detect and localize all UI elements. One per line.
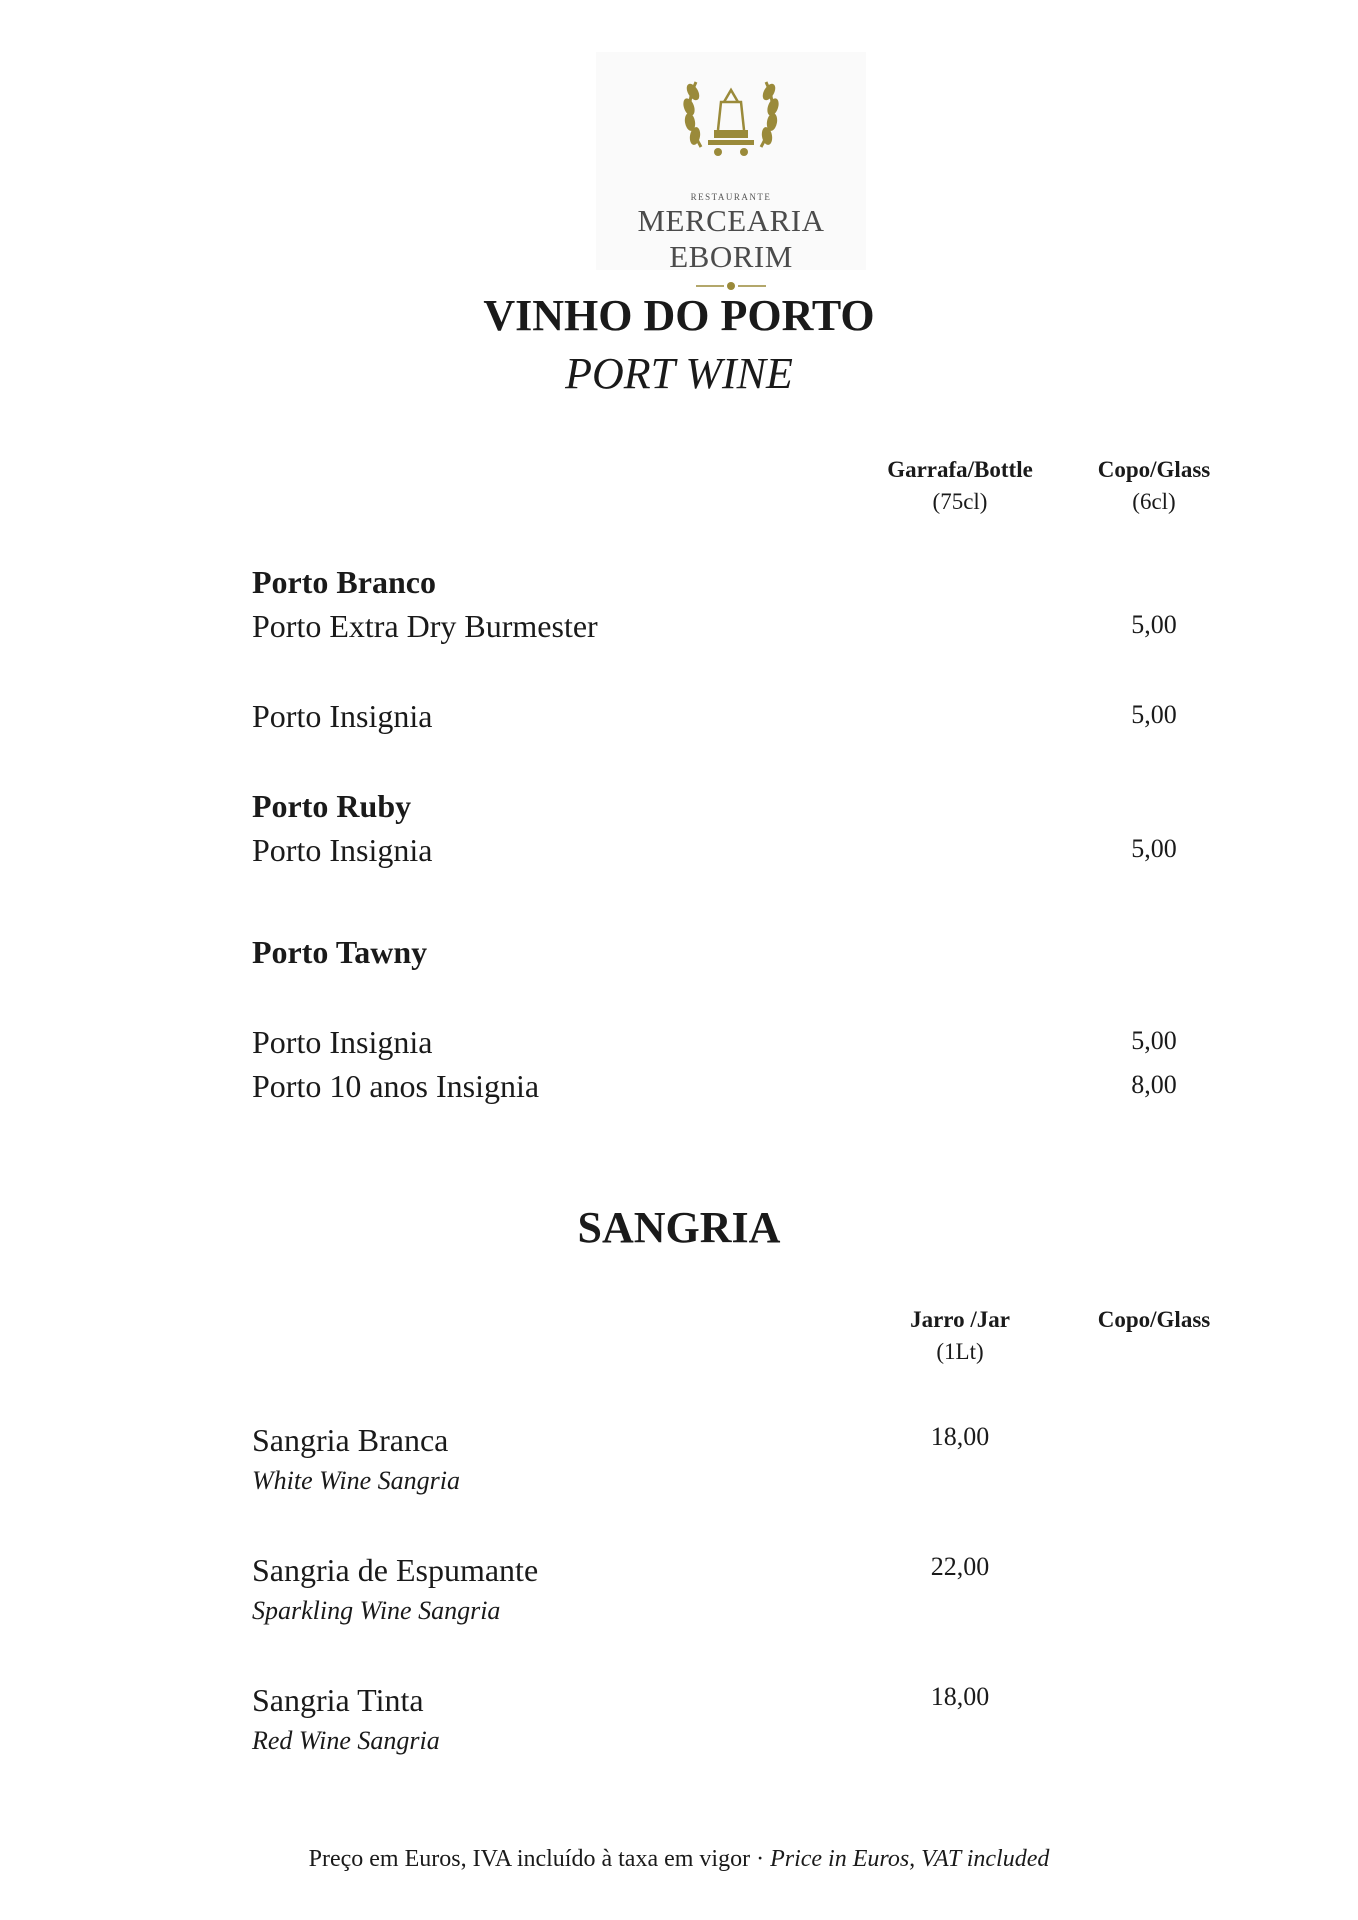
- column-header-jar: [870, 1304, 1050, 1368]
- footnote-portuguese: Preço em Euros, IVA incluído à taxa em vigor ·: [308, 1846, 771, 1872]
- port-section-title: VINHO DO PORTO: [483, 291, 875, 340]
- category-porto-ruby: Porto Ruby: [252, 788, 412, 824]
- column-header-glass: [1064, 454, 1244, 518]
- port-section-subtitle: PORT WINE: [565, 349, 793, 398]
- menu-item-jar-price: 18,00: [930, 1682, 990, 1711]
- column-header-jar-label: Jarro /Jar: [910, 1307, 1010, 1332]
- menu-item-translation: White Wine Sangria: [252, 1466, 460, 1495]
- sangria-section-title: SANGRIA: [577, 1203, 781, 1252]
- column-header-glass-label: Copo/Glass: [1097, 1307, 1211, 1332]
- menu-item-translation: Red Wine Sangria: [252, 1726, 440, 1755]
- menu-item-glass-price: 5,00: [1131, 610, 1177, 639]
- menu-item-name: Porto Insignia: [252, 698, 433, 734]
- menu-item-name: Porto 10 anos Insignia: [252, 1068, 540, 1104]
- menu-item-name: Porto Insignia: [252, 1024, 433, 1060]
- column-header-glass-label: Copo/Glass: [1097, 457, 1211, 482]
- menu-item-name: Porto Extra Dry Burmester: [252, 608, 598, 644]
- menu-item-glass-price: 5,00: [1131, 834, 1177, 863]
- menu-item-jar-price: 18,00: [930, 1422, 990, 1451]
- logo-name-line2: EBORIM: [669, 239, 793, 274]
- logo-name-line1: MERCEARIA: [637, 203, 825, 238]
- restaurant-logo: [596, 52, 866, 274]
- column-header-bottle-size: (75cl): [932, 489, 988, 514]
- laurel-emblem-icon: [596, 52, 866, 192]
- menu-item-translation: Sparkling Wine Sangria: [252, 1596, 501, 1625]
- column-header-glass-sangria: [1064, 1304, 1244, 1336]
- price-footnote: [0, 1846, 1358, 1873]
- footnote-english: Price in Euros, VAT included: [770, 1846, 1050, 1872]
- menu-item-glass-price: 5,00: [1131, 1026, 1177, 1055]
- category-porto-branco: Porto Branco: [252, 564, 436, 600]
- menu-item-name: Porto Insignia: [252, 832, 433, 868]
- menu-item-jar-price: 22,00: [930, 1552, 990, 1581]
- column-header-glass-size: (6cl): [1132, 489, 1176, 514]
- column-header-bottle: [870, 454, 1050, 518]
- column-header-bottle-label: Garrafa/Bottle: [887, 457, 1033, 482]
- menu-item-glass-price: 5,00: [1131, 700, 1177, 729]
- column-header-jar-size: (1Lt): [936, 1339, 984, 1364]
- menu-item-glass-price: 8,00: [1131, 1070, 1177, 1099]
- menu-item-name: Sangria Branca: [252, 1422, 449, 1458]
- menu-item-name: Sangria Tinta: [252, 1682, 424, 1718]
- category-porto-tawny: Porto Tawny: [252, 934, 428, 970]
- menu-item-name: Sangria de Espumante: [252, 1552, 539, 1588]
- logo-subtext: RESTAURANTE: [690, 192, 772, 202]
